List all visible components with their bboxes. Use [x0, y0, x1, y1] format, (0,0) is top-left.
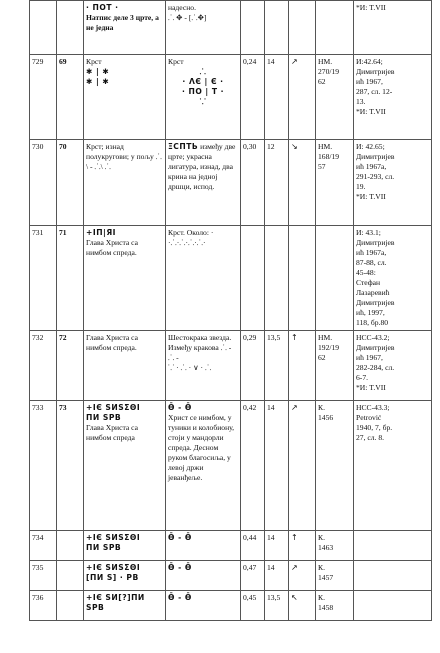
literature-line: И: 43.1;	[356, 228, 381, 237]
table-row	[30, 1, 432, 55]
cell-obverse	[84, 401, 166, 531]
cell-no: 734	[30, 531, 57, 561]
literature-line: И:42.64;	[356, 57, 383, 66]
cell-id: 73	[57, 401, 84, 531]
cell-literature	[354, 591, 432, 621]
cell-weight: 0,47	[241, 561, 265, 591]
cell-collection	[316, 1, 354, 55]
cell-weight: 0,44	[241, 531, 265, 561]
literature-line: *И: T.VII	[356, 192, 386, 202]
collection-line: К.	[318, 533, 325, 542]
cell-id: 70	[57, 140, 84, 226]
table-row	[30, 401, 432, 531]
inscription-glyph: · ΠΟΤ ·	[86, 3, 119, 12]
cell-reverse	[166, 1, 241, 55]
literature-line: 282-284, сл.	[356, 363, 395, 373]
collection-line: 192/19	[318, 343, 340, 353]
literature-line: ић 1967а,	[356, 248, 387, 258]
cell-reverse	[166, 226, 241, 331]
cell-collection	[316, 226, 354, 331]
cell-reverse	[166, 331, 241, 401]
cell-literature	[354, 401, 432, 531]
collection-line: 1458	[318, 603, 334, 613]
literature-line: 27, сл. 8.	[356, 433, 385, 443]
inscription-glyph: ⸪	[199, 97, 207, 107]
table-row	[30, 226, 432, 331]
reverse-text: Крст. Около: ·	[168, 228, 214, 237]
collection-line: К.	[318, 563, 325, 572]
cell-axis: ↗	[289, 55, 316, 140]
cell-diameter	[265, 226, 289, 331]
table-row	[30, 591, 432, 621]
cell-literature	[354, 55, 432, 140]
collection-line: 1456	[318, 413, 334, 423]
literature-line: НСС-43.3;	[356, 403, 390, 412]
reverse-text: Крст	[168, 57, 184, 66]
inscription-glyph: ΠИ ЅРВ	[86, 543, 122, 553]
cell-obverse: Глава Христа са нимбом спреда.	[84, 331, 166, 401]
cell-diameter: 14	[265, 531, 289, 561]
obverse-text: Глава Христа са нимбом спреда	[86, 423, 138, 443]
literature-line: НСС-43.2;	[356, 333, 390, 342]
inscription-glyph: ✱ | ✱	[86, 77, 110, 87]
cell-obverse	[84, 561, 166, 591]
cell-weight: 0,42	[241, 401, 265, 531]
cell-literature: *И: T.VII	[354, 1, 432, 55]
inscription-glyph: Ѳ̄ - Ѳ̄	[168, 563, 192, 572]
reverse-text: Христ се нимбом, у туники и колобиону, стоји у мандорли спреда. Десном руком благосиља, у левој држи јеванђеље.	[168, 413, 235, 483]
cell-literature	[354, 140, 432, 226]
literature-line: 287, сл. 12-	[356, 87, 393, 97]
literature-line: 6-7.	[356, 373, 369, 383]
cell-no: 731	[30, 226, 57, 331]
cell-diameter: 14	[265, 561, 289, 591]
inscription-glyph: +ІЄ SИSΣΘІ	[86, 533, 141, 542]
cell-weight: 0,29	[241, 331, 265, 401]
inscription-glyph: ✱ | ✱	[86, 67, 110, 77]
reverse-text: ⸪ · ⸫ · ∨ · ⸫	[168, 363, 212, 373]
literature-line: Petrović	[356, 413, 382, 423]
cell-no: 735	[30, 561, 57, 591]
literature-line: Стефан	[356, 278, 381, 288]
cell-reverse	[166, 531, 241, 561]
cell-obverse	[84, 226, 166, 331]
cell-no: 730	[30, 140, 57, 226]
cell-id: 72	[57, 331, 84, 401]
table-row	[30, 561, 432, 591]
collection-line: 168/19	[318, 152, 340, 162]
cell-no: 733	[30, 401, 57, 531]
inscription-glyph: +ІЄ SИSΣΘІ	[86, 403, 141, 412]
literature-line: И: 42.65;	[356, 142, 385, 151]
cell-axis: ↖	[289, 591, 316, 621]
cell-weight	[241, 226, 265, 331]
cell-literature	[354, 331, 432, 401]
inscription-glyph: · ΛЄ | Є ·	[182, 77, 224, 87]
literature-line: 291-293, сл.	[356, 172, 395, 182]
cell-collection	[316, 591, 354, 621]
cell-diameter	[265, 1, 289, 55]
cell-literature	[354, 561, 432, 591]
inscription-glyph: Ѳ̄ - Ѳ̄	[168, 403, 192, 412]
collection-line: К.	[318, 403, 325, 412]
cell-obverse	[84, 531, 166, 561]
cell-obverse	[84, 55, 166, 140]
cell-reverse	[166, 401, 241, 531]
table-row	[30, 531, 432, 561]
cell-diameter: 14	[265, 55, 289, 140]
cell-collection	[316, 140, 354, 226]
cell-id	[57, 561, 84, 591]
cell-obverse	[84, 1, 166, 55]
collection-line: 1457	[318, 573, 334, 583]
cell-weight: 0,45	[241, 591, 265, 621]
table-row	[30, 55, 432, 140]
cell-id: 69	[57, 55, 84, 140]
literature-line: *И: T.VII	[356, 383, 386, 393]
collection-line: НМ.	[318, 57, 333, 66]
literature-line: 87-88, сл.	[356, 258, 387, 268]
literature-line: 19.	[356, 182, 366, 192]
literature-line: ић 1967а,	[356, 162, 387, 172]
cell-no	[30, 1, 57, 55]
inscription-glyph: [ΠИ S] · РВ	[86, 573, 139, 583]
cell-obverse	[84, 591, 166, 621]
cell-collection	[316, 561, 354, 591]
literature-line: ић 1967,	[356, 77, 383, 87]
cell-weight: 0,24	[241, 55, 265, 140]
collection-line: НМ.	[318, 142, 333, 151]
table-row	[30, 140, 432, 226]
cell-axis	[289, 1, 316, 55]
inscription-glyph: +ІП|ЯІ	[86, 228, 116, 237]
cell-axis: ↑	[289, 331, 316, 401]
literature-line: Димитријев	[356, 298, 395, 308]
reverse-text: надесно.	[168, 3, 196, 12]
cell-diameter: 14	[265, 401, 289, 531]
cell-diameter: 13,5	[265, 331, 289, 401]
cell-diameter: 13,5	[265, 591, 289, 621]
obverse-text: Крст	[86, 57, 102, 66]
table-row	[30, 331, 432, 401]
inscription-glyph: ΠИ ЅРВ	[86, 413, 122, 423]
obverse-text: Глава Христа са нимбом спреда.	[86, 238, 138, 258]
collection-line: НМ.	[318, 333, 333, 342]
inscription-glyph: Ѳ̄ - Ѳ̄	[168, 533, 192, 542]
cell-collection	[316, 55, 354, 140]
cell-weight: 0,30	[241, 140, 265, 226]
cell-reverse	[166, 140, 241, 226]
collection-line: 62	[318, 77, 326, 87]
cell-no: 732	[30, 331, 57, 401]
cell-axis	[289, 226, 316, 331]
literature-line: *И: T.VII	[356, 107, 386, 117]
cell-no: 729	[30, 55, 57, 140]
collection-line: К.	[318, 593, 325, 602]
literature-line: 13.	[356, 97, 366, 107]
literature-line: Димитријев	[356, 152, 395, 162]
cell-collection	[316, 401, 354, 531]
literature-line: 118, бр.80	[356, 318, 389, 328]
cell-collection	[316, 531, 354, 561]
inscription-glyph: ЅРВ	[86, 603, 105, 613]
cell-literature	[354, 226, 432, 331]
literature-line: ић 1967,	[356, 353, 383, 363]
cell-diameter: 12	[265, 140, 289, 226]
cell-id	[57, 591, 84, 621]
literature-line: Димитријев	[356, 238, 395, 248]
literature-line: ић, 1997,	[356, 308, 385, 318]
catalog-table	[29, 0, 432, 621]
cell-collection	[316, 331, 354, 401]
literature-line: Димитријев	[356, 67, 395, 77]
cell-id	[57, 531, 84, 561]
cell-literature	[354, 531, 432, 561]
cell-axis: ↑	[289, 531, 316, 561]
cell-axis: ↘	[289, 140, 316, 226]
inscription-glyph: · ΠΟ | Τ ·	[181, 87, 225, 97]
cell-weight	[241, 1, 265, 55]
collection-line: 1463	[318, 543, 334, 553]
cell-reverse	[166, 591, 241, 621]
cell-obverse: Крст; изнад полукругови; у пољу ⸫ \ - ⸫\ ⸫	[84, 140, 166, 226]
collection-line: 270/19	[318, 67, 340, 77]
inscription-glyph: ΞСПТЬ	[168, 142, 199, 151]
cell-axis: ↗	[289, 401, 316, 531]
inscription-glyph: +ІЄ SИSΣΘІ	[86, 563, 141, 572]
literature-line: 45-48:	[356, 268, 376, 278]
inscription-glyph: ⸫	[199, 67, 207, 77]
cell-no: 736	[30, 591, 57, 621]
literature-line: 1940, 7, бр.	[356, 423, 393, 433]
obverse-text: Натпис деле 3 црте, а не једна	[86, 13, 159, 33]
reverse-text: ·⸫·⸫·⸫·⸫·	[168, 238, 206, 248]
inscription-glyph: +ІЄ SИ[?]ΠИ	[86, 593, 145, 602]
cell-reverse	[166, 561, 241, 591]
cell-reverse	[166, 55, 241, 140]
reverse-text: Шестокрака звезда. Између кракова ⸫ - ⸫ -	[168, 333, 232, 363]
collection-line: 57	[318, 162, 326, 172]
collection-line: 62	[318, 353, 326, 363]
literature-line: Димитријев	[356, 343, 395, 353]
inscription-glyph: Ѳ̄ - Ѳ̄	[168, 593, 192, 602]
cell-axis: ↗	[289, 561, 316, 591]
cell-id	[57, 1, 84, 55]
reverse-text: ⸫ ✥ - [⸫✥]	[168, 13, 207, 23]
reverse-text: између две црте; украсна лигатура, изнад, два крина на једној дршци, испод.	[168, 142, 236, 192]
literature-line: Лазаревић	[356, 288, 390, 298]
cell-id: 71	[57, 226, 84, 331]
